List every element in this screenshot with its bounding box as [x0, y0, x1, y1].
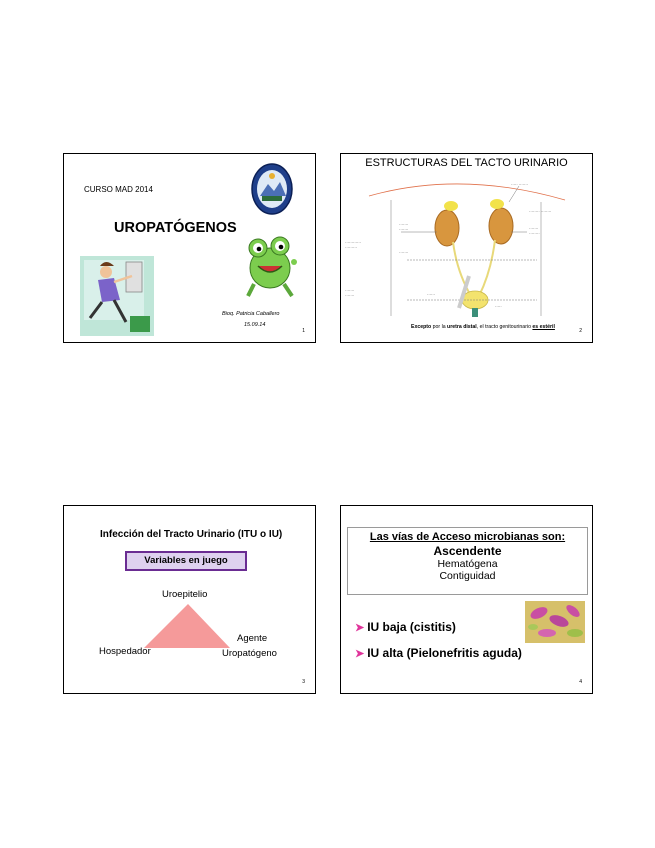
- variables-box: Variables en juego: [125, 551, 247, 571]
- bullet-text: IU alta (Pielonefritis aguda): [367, 646, 522, 660]
- footer-emphasis: es estéril: [532, 324, 555, 330]
- runner-illustration: [80, 256, 154, 336]
- bullet-item: [355, 646, 522, 660]
- slide-title: Infección del Tracto Urinario (ITU o IU): [100, 529, 283, 540]
- slide-number: 1: [302, 328, 305, 334]
- urinary-tract-diagram: [341, 176, 593, 324]
- frog-illustration: [240, 232, 302, 300]
- triangle-top-label: Uroepitelio: [162, 589, 208, 600]
- triangle-right-label-2: Uropatógeno: [222, 648, 277, 659]
- slide-4: [340, 505, 593, 694]
- slide-number: 3: [302, 679, 305, 685]
- diagram-label: ·····: [495, 304, 502, 309]
- slide-1: [63, 153, 316, 343]
- footer-emphasis: uretra distal: [447, 324, 477, 330]
- author-name: Bioq. Patricia Caballero: [222, 311, 280, 317]
- presentation-date: 15.09.14: [244, 322, 266, 328]
- slide-footer-note: [411, 324, 555, 330]
- triangle-left-label: Hospedador: [99, 646, 151, 657]
- bullet-text: IU baja (cistitis): [367, 620, 456, 634]
- epidemiological-triangle: [144, 604, 230, 650]
- diagram-label: ············ ·········: [345, 240, 361, 250]
- diagram-label: ·······: [399, 250, 409, 255]
- slide-number: 4: [579, 679, 582, 685]
- slide-title: UROPATÓGENOS: [114, 220, 237, 236]
- course-label: CURSO MAD 2014: [84, 185, 153, 194]
- diagram-label: ····· ·······: [511, 182, 529, 187]
- slide-number: 2: [579, 328, 582, 334]
- slide-title: ESTRUCTURAS DEL TACTO URINARIO: [365, 157, 568, 169]
- bullet-item: [355, 620, 456, 634]
- triangle-right-label: Agente: [237, 633, 268, 644]
- diagram-label: ········ ········: [529, 209, 552, 214]
- access-routes-box: [347, 527, 588, 595]
- footer-text: por la: [431, 324, 448, 330]
- footer-emphasis: Excepto: [411, 324, 432, 330]
- slide-2: [340, 153, 593, 343]
- diagram-label: ······· ········: [529, 226, 540, 236]
- diagram-label: ······· ·······: [345, 288, 355, 298]
- route-contiguidad: Contiguidad: [439, 570, 496, 582]
- access-routes-title: Las vías de Acceso microbianas son:: [369, 531, 566, 543]
- arrow-bullet-icon: ➤: [355, 648, 365, 660]
- slide-3: [63, 505, 316, 694]
- footer-text: , el tracto genitourinario: [476, 324, 533, 330]
- university-seal-logo: [250, 162, 294, 216]
- diagram-label: ······: [427, 292, 435, 297]
- arrow-bullet-icon: ➤: [355, 622, 365, 634]
- diagram-label: ······· ·······: [399, 222, 409, 232]
- bacteria-micrograph: [525, 601, 585, 643]
- route-hematogena: Hematógena: [437, 558, 498, 570]
- route-ascendente: Ascendente: [433, 544, 502, 558]
